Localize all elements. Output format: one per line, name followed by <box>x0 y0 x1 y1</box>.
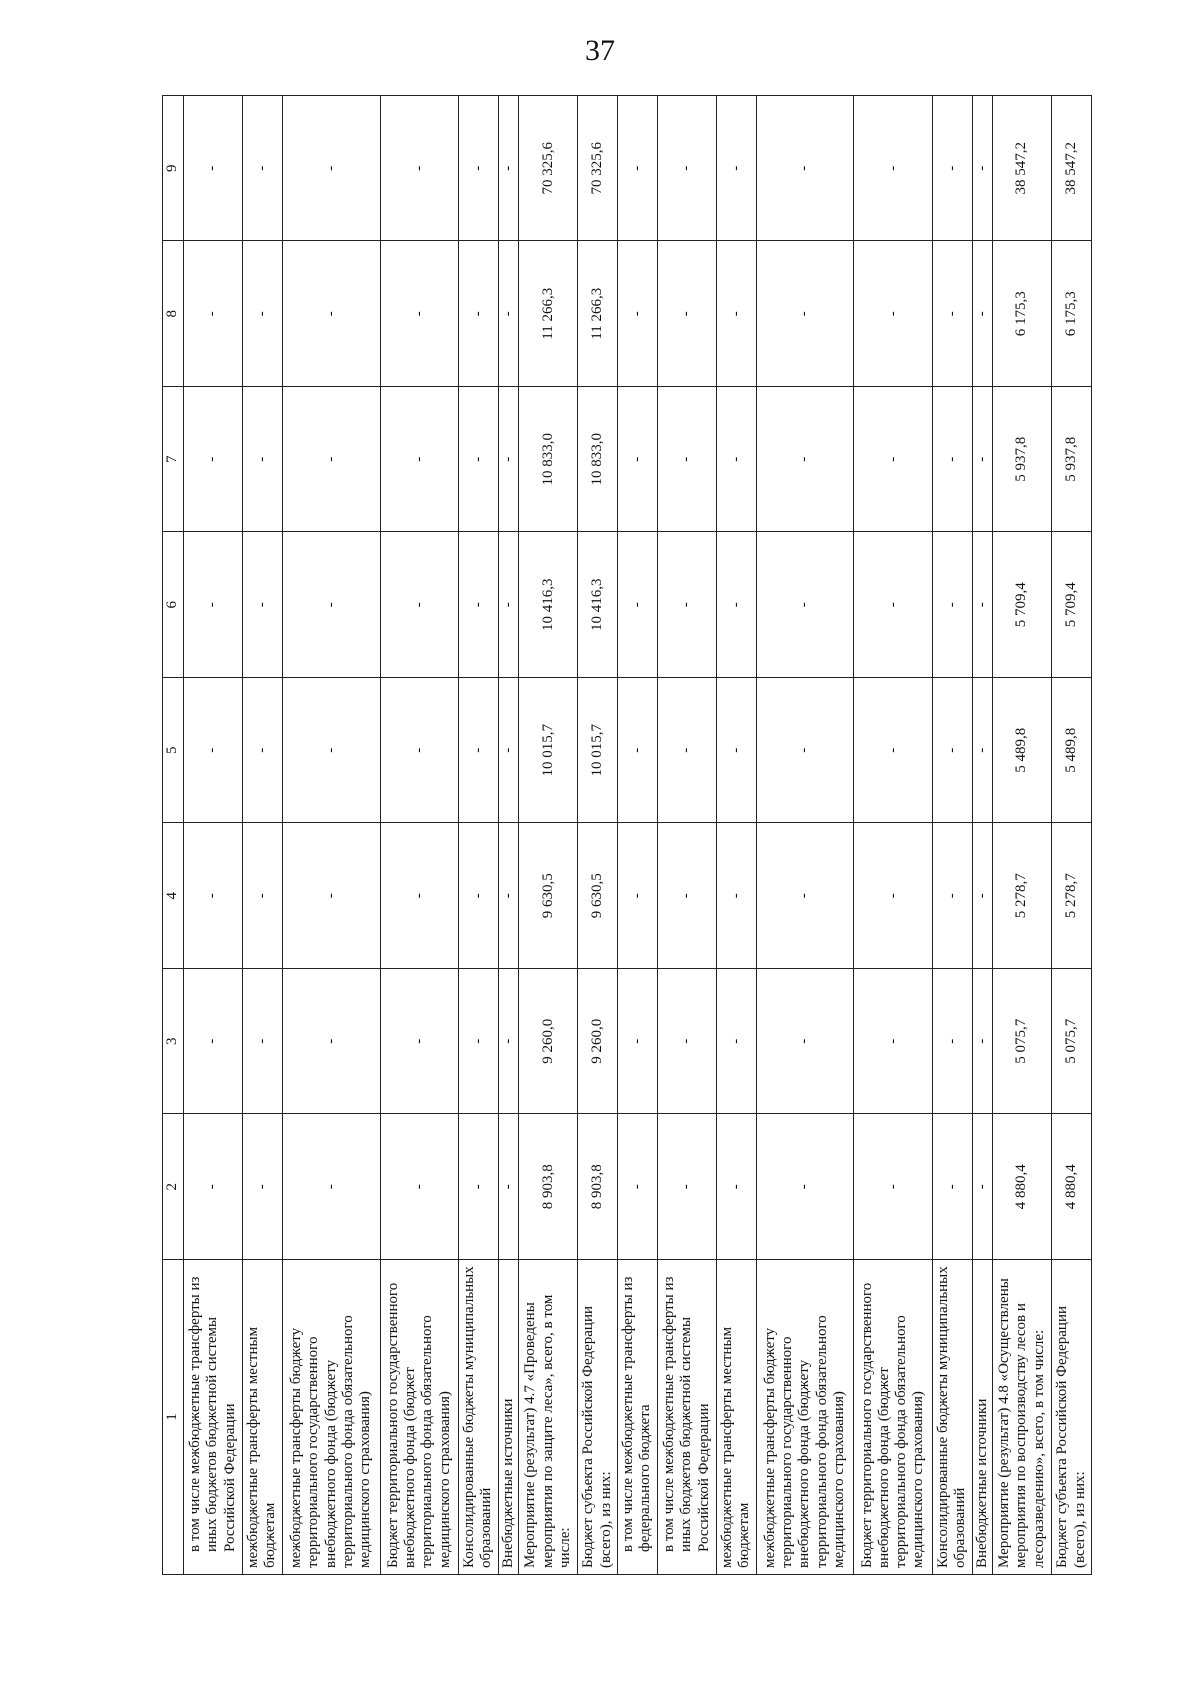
value-cell: - <box>243 532 283 678</box>
value-cell: - <box>854 387 932 533</box>
value-cell: - <box>618 1114 658 1260</box>
budget-table <box>162 95 1092 1575</box>
table-row <box>756 96 854 1575</box>
value-cell: - <box>972 969 992 1115</box>
rotated-table-container <box>162 95 1092 1575</box>
value-cell: 10 416,3 <box>519 532 578 678</box>
value-cell: - <box>282 969 380 1115</box>
table-row <box>932 96 972 1575</box>
value-cell: 38 547,2 <box>993 96 1052 242</box>
value-cell: 70 325,6 <box>519 96 578 242</box>
row-label: Бюджет субъекта Российской Федерации (всего), из них: <box>1052 1260 1092 1575</box>
value-cell: 4 880,4 <box>993 1114 1052 1260</box>
value-cell: 8 903,8 <box>578 1114 618 1260</box>
value-cell: - <box>657 678 716 824</box>
value-cell: - <box>184 241 243 387</box>
value-cell: - <box>854 532 932 678</box>
value-cell: - <box>972 678 992 824</box>
row-label: в том числе межбюджетные трансферты из федерального бюджета <box>618 1260 658 1575</box>
value-cell: - <box>498 387 518 533</box>
value-cell: - <box>756 969 854 1115</box>
table-row <box>380 96 458 1575</box>
value-cell: - <box>498 969 518 1115</box>
value-cell: - <box>657 96 716 242</box>
row-label: межбюджетные трансферты местным бюджетам <box>716 1260 756 1575</box>
value-cell: - <box>972 532 992 678</box>
value-cell: - <box>459 241 499 387</box>
value-cell: - <box>618 532 658 678</box>
value-cell: - <box>932 678 972 824</box>
table-row <box>498 96 518 1575</box>
table-row <box>282 96 380 1575</box>
row-label: межбюджетные трансферты бюджету территориального государственного внебюджетного фонда (бюджету территориального фонда обязательного медицинского страхования) <box>756 1260 854 1575</box>
value-cell: - <box>932 387 972 533</box>
value-cell: 6 175,3 <box>1052 241 1092 387</box>
value-cell: - <box>498 678 518 824</box>
value-cell: - <box>657 241 716 387</box>
value-cell: - <box>380 1114 458 1260</box>
table-row <box>578 96 618 1575</box>
row-label: Бюджет субъекта Российской Федерации (всего), из них: <box>578 1260 618 1575</box>
header-cell: 6 <box>163 532 184 678</box>
value-cell: - <box>282 387 380 533</box>
value-cell: 5 278,7 <box>1052 823 1092 969</box>
value-cell: - <box>459 96 499 242</box>
row-label: межбюджетные трансферты бюджету территориального государственного внебюджетного фонда (бюджету территориального фонда обязательного медицинского страхования) <box>282 1260 380 1575</box>
value-cell: - <box>716 823 756 969</box>
value-cell: - <box>380 678 458 824</box>
value-cell: - <box>854 678 932 824</box>
value-cell: - <box>618 823 658 969</box>
value-cell: - <box>756 1114 854 1260</box>
value-cell: - <box>282 532 380 678</box>
value-cell: - <box>854 823 932 969</box>
value-cell: - <box>716 678 756 824</box>
value-cell: - <box>618 241 658 387</box>
table-row <box>519 96 578 1575</box>
value-cell: - <box>243 678 283 824</box>
value-cell: - <box>380 241 458 387</box>
table-row <box>184 96 243 1575</box>
value-cell: - <box>972 96 992 242</box>
value-cell: 5 709,4 <box>1052 532 1092 678</box>
table-row <box>716 96 756 1575</box>
value-cell: - <box>716 969 756 1115</box>
value-cell: - <box>498 96 518 242</box>
value-cell: 70 325,6 <box>578 96 618 242</box>
value-cell: - <box>618 96 658 242</box>
value-cell: - <box>972 823 992 969</box>
value-cell: - <box>972 1114 992 1260</box>
value-cell: 11 266,3 <box>578 241 618 387</box>
value-cell: - <box>657 532 716 678</box>
value-cell: - <box>932 823 972 969</box>
value-cell: - <box>184 387 243 533</box>
value-cell: - <box>498 1114 518 1260</box>
table-row <box>993 96 1052 1575</box>
value-cell: - <box>854 1114 932 1260</box>
value-cell: 9 260,0 <box>578 969 618 1115</box>
value-cell: - <box>184 1114 243 1260</box>
row-label: Бюджет территориального государственного внебюджетного фонда (бюджет территориального фонда обязательного медицинского страхования) <box>380 1260 458 1575</box>
value-cell: - <box>972 241 992 387</box>
value-cell: - <box>932 241 972 387</box>
value-cell: - <box>854 96 932 242</box>
value-cell: - <box>243 823 283 969</box>
value-cell: - <box>282 678 380 824</box>
header-row <box>163 96 184 1575</box>
value-cell: 9 630,5 <box>519 823 578 969</box>
row-label: Консолидированные бюджеты муниципальных образований <box>459 1260 499 1575</box>
value-cell: 5 709,4 <box>993 532 1052 678</box>
value-cell: - <box>184 823 243 969</box>
value-cell: - <box>972 387 992 533</box>
value-cell: - <box>459 678 499 824</box>
value-cell: - <box>459 823 499 969</box>
value-cell: - <box>282 241 380 387</box>
value-cell: - <box>756 532 854 678</box>
value-cell: 10 015,7 <box>578 678 618 824</box>
value-cell: - <box>498 823 518 969</box>
value-cell: 5 489,8 <box>1052 678 1092 824</box>
value-cell: - <box>756 241 854 387</box>
value-cell: 8 903,8 <box>519 1114 578 1260</box>
value-cell: 5 278,7 <box>993 823 1052 969</box>
table-row <box>854 96 932 1575</box>
value-cell: - <box>282 1114 380 1260</box>
table-body <box>184 96 1092 1575</box>
value-cell: - <box>380 387 458 533</box>
header-cell: 9 <box>163 96 184 242</box>
value-cell: - <box>716 1114 756 1260</box>
header-cell: 1 <box>163 1260 184 1575</box>
value-cell: - <box>380 969 458 1115</box>
value-cell: - <box>243 96 283 242</box>
value-cell: - <box>854 969 932 1115</box>
value-cell: - <box>932 532 972 678</box>
value-cell: - <box>282 96 380 242</box>
value-cell: - <box>932 96 972 242</box>
value-cell: - <box>243 969 283 1115</box>
value-cell: - <box>657 1114 716 1260</box>
value-cell: - <box>756 823 854 969</box>
value-cell: - <box>716 532 756 678</box>
row-label: Мероприятие (результат) 4.7 «Проведены мероприятия по защите леса», всего, в том числе: <box>519 1260 578 1575</box>
table-row <box>657 96 716 1575</box>
value-cell: - <box>498 532 518 678</box>
value-cell: 5 937,8 <box>993 387 1052 533</box>
table-row <box>618 96 658 1575</box>
value-cell: 5 075,7 <box>1052 969 1092 1115</box>
value-cell: 5 075,7 <box>993 969 1052 1115</box>
value-cell: - <box>498 241 518 387</box>
table-row <box>1052 96 1092 1575</box>
value-cell: - <box>756 678 854 824</box>
value-cell: - <box>459 969 499 1115</box>
row-label: Внебюджетные источники <box>498 1260 518 1575</box>
header-cell: 2 <box>163 1114 184 1260</box>
value-cell: - <box>184 678 243 824</box>
value-cell: - <box>854 241 932 387</box>
value-cell: - <box>184 969 243 1115</box>
value-cell: - <box>657 387 716 533</box>
value-cell: - <box>657 969 716 1115</box>
value-cell: - <box>459 1114 499 1260</box>
value-cell: - <box>618 387 658 533</box>
value-cell: 11 266,3 <box>519 241 578 387</box>
header-cell: 5 <box>163 678 184 824</box>
value-cell: 9 260,0 <box>519 969 578 1115</box>
value-cell: - <box>618 678 658 824</box>
header-cell: 3 <box>163 969 184 1115</box>
row-label: в том числе межбюджетные трансферты из иных бюджетов бюджетной системы Российской Федерации <box>184 1260 243 1575</box>
value-cell: - <box>459 387 499 533</box>
value-cell: 4 880,4 <box>1052 1114 1092 1260</box>
value-cell: - <box>618 969 658 1115</box>
value-cell: - <box>243 387 283 533</box>
row-label: Консолидированные бюджеты муниципальных образований <box>932 1260 972 1575</box>
value-cell: - <box>380 823 458 969</box>
value-cell: - <box>184 96 243 242</box>
table-row <box>243 96 283 1575</box>
value-cell: - <box>932 1114 972 1260</box>
value-cell: 10 833,0 <box>578 387 618 533</box>
value-cell: 10 416,3 <box>578 532 618 678</box>
row-label: в том числе межбюджетные трансферты из иных бюджетов бюджетной системы Российской Федерации <box>657 1260 716 1575</box>
header-cell: 8 <box>163 241 184 387</box>
value-cell: 38 547,2 <box>1052 96 1092 242</box>
value-cell: - <box>243 1114 283 1260</box>
header-cell: 7 <box>163 387 184 533</box>
value-cell: - <box>716 96 756 242</box>
row-label: Внебюджетные источники <box>972 1260 992 1575</box>
value-cell: - <box>756 387 854 533</box>
table-row <box>459 96 499 1575</box>
value-cell: - <box>282 823 380 969</box>
value-cell: 9 630,5 <box>578 823 618 969</box>
value-cell: 10 833,0 <box>519 387 578 533</box>
header-cell: 4 <box>163 823 184 969</box>
value-cell: 6 175,3 <box>993 241 1052 387</box>
value-cell: - <box>459 532 499 678</box>
value-cell: - <box>716 387 756 533</box>
value-cell: - <box>380 96 458 242</box>
value-cell: - <box>932 969 972 1115</box>
page-number: 37 <box>585 34 615 67</box>
value-cell: - <box>380 532 458 678</box>
value-cell: - <box>184 532 243 678</box>
value-cell: - <box>243 241 283 387</box>
value-cell: - <box>657 823 716 969</box>
value-cell: 5 489,8 <box>993 678 1052 824</box>
value-cell: - <box>716 241 756 387</box>
value-cell: - <box>756 96 854 242</box>
row-label: межбюджетные трансферты местным бюджетам <box>243 1260 283 1575</box>
value-cell: 10 015,7 <box>519 678 578 824</box>
table-row <box>972 96 992 1575</box>
value-cell: 5 937,8 <box>1052 387 1092 533</box>
row-label: Мероприятие (результат) 4.8 «Осуществлены мероприятия по воспроизводству лесов и лесоразведению», всего, в том числе: <box>993 1260 1052 1575</box>
row-label: Бюджет территориального государственного внебюджетного фонда (бюджет территориального фонда обязательного медицинского страхования) <box>854 1260 932 1575</box>
